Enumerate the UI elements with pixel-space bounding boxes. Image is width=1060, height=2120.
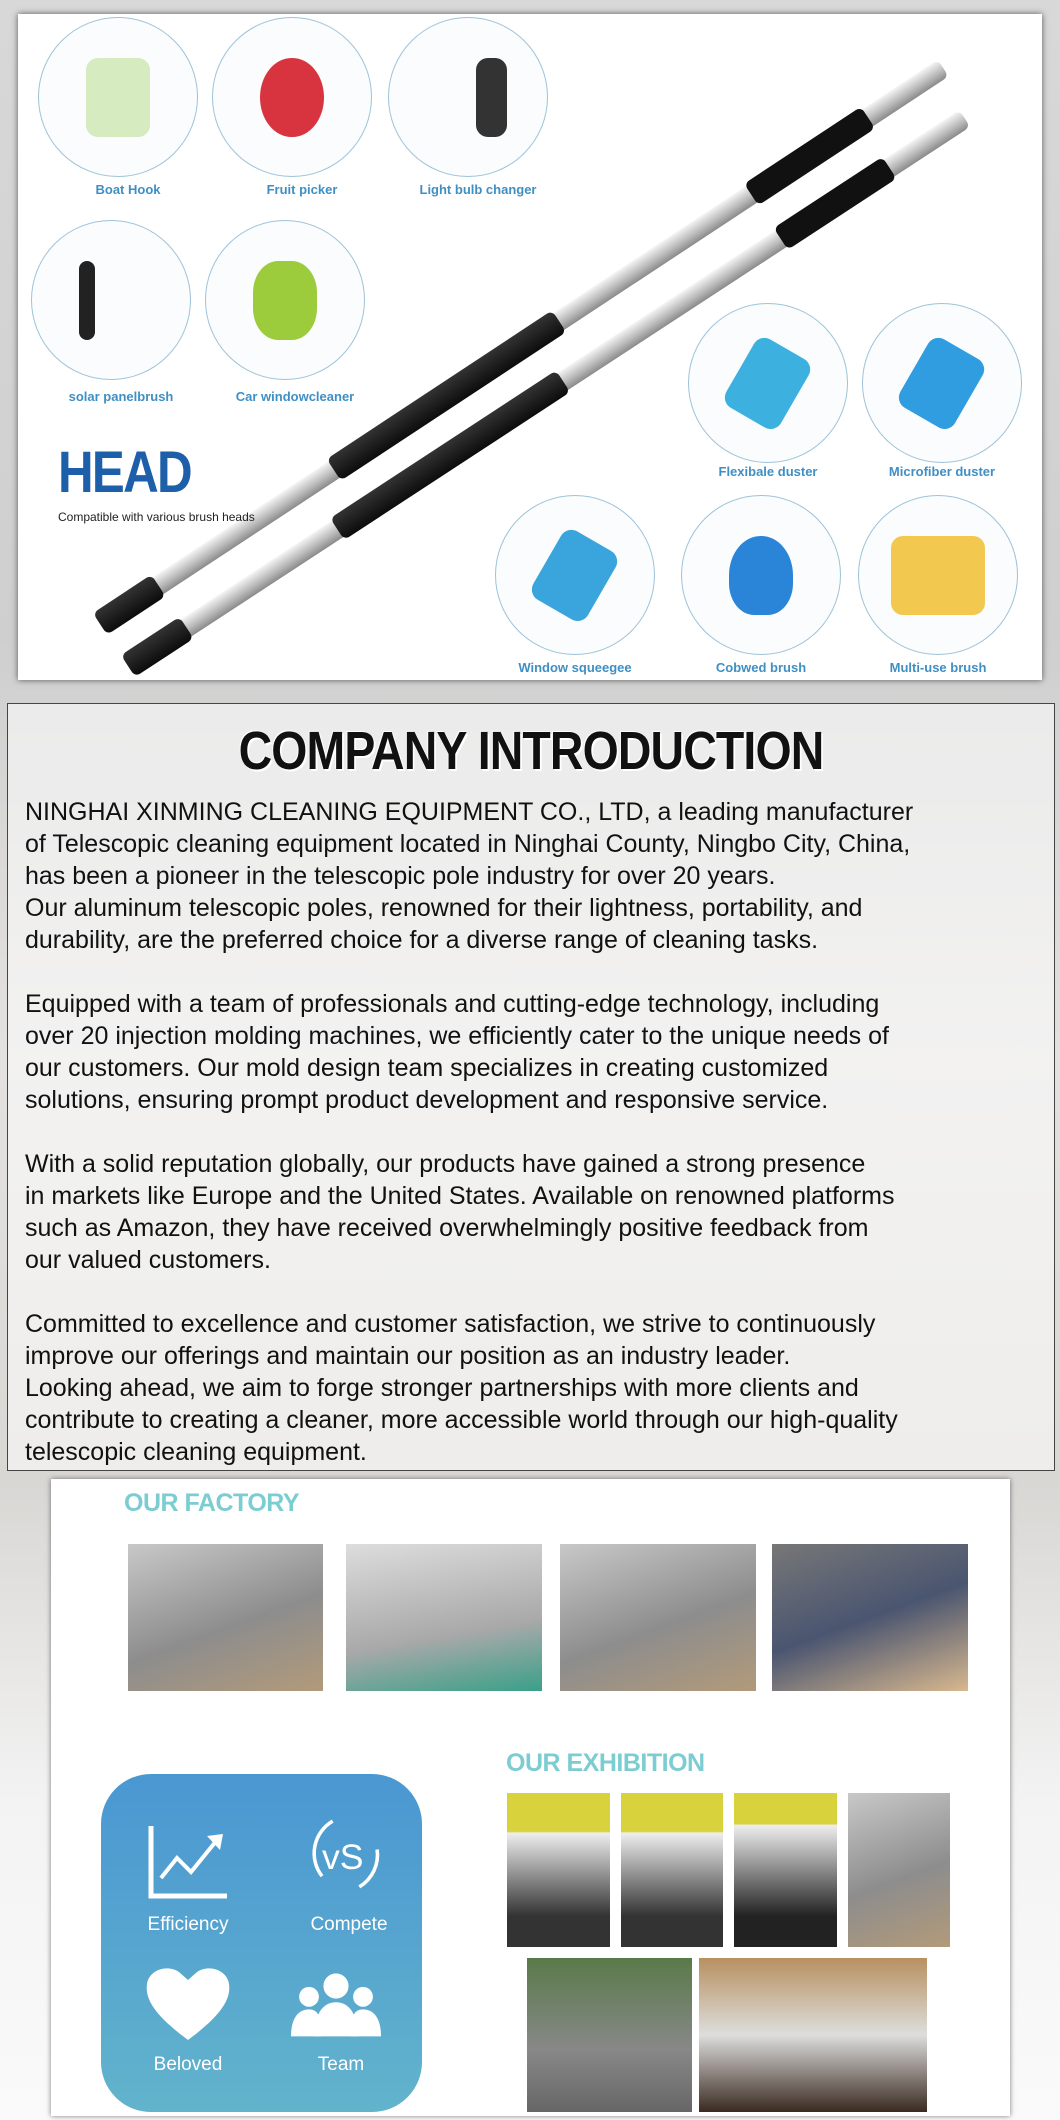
factory-photo [560,1544,756,1691]
head-title: HEAD [58,440,191,505]
value-label: Team [317,2054,365,2075]
team-icon [291,1964,381,2044]
head-label: Car windowcleaner [235,389,355,404]
svg-text:vS: vS [322,1837,364,1878]
boat-hook-image [38,17,198,177]
solar-panel-brush-image [31,220,191,380]
light-bulb-changer-image [388,17,548,177]
exhibition-photo [734,1793,837,1947]
intro-body: NINGHAI XINMING CLEANING EQUIPMENT CO., LTD, a leading manufacturer of Telescopic cleaning equipment located in Ninghai County, Ningbo City, China, has been a pioneer in the telescopic pole industry for over 20 years. Our aluminum telescopic poles, renowned for their lightness, portability, and durability, are the preferred choice for a diverse range of cleaning tasks. Equipped with a team of professionals and cutting-edge technology, including over 20 injection molding machines, we efficiently cater to the unique needs of our customers. Our mold design team specializes in creating customized solutions, ensuring prompt product development and responsive service. With a solid reputation globally, our products have gained a strong presence in markets like Europe and the United States. Available on renowned platforms such as Amazon, they have received overwhelmingly positive feedback from our valued customers. Committed to excellence and customer satisfaction, we strive to continuously improve our offerings and maintain our position as an industry leader. Looking ahead, we aim to forge stronger partnerships with more clients and contribute to creating a cleaner, more accessible world through our high-quality telescopic cleaning equipment. [25,798,914,1466]
head-label: Light bulb changer [419,182,537,197]
factory-photo [346,1544,542,1691]
head-label: Flexibale duster [718,464,818,479]
head-label: Boat Hook [95,182,161,197]
value-label: Compete [310,1914,388,1935]
cobweb-brush-image [681,495,841,655]
window-squeegee-image [495,495,655,655]
heart-icon [143,1964,233,2044]
exhibition-photo [507,1793,610,1947]
value-label: Efficiency [147,1914,229,1935]
values-card [101,1774,422,2112]
car-window-cleaner-image [205,220,365,380]
team-dinner-photo [699,1958,927,2112]
vs-icon [301,1814,391,1894]
fruit-picker-image [212,17,372,177]
microfiber-duster-image [862,303,1022,463]
exhibition-photo [621,1793,723,1947]
head-label: Fruit picker [266,182,338,197]
team-photo [527,1958,692,2112]
head-label: Window squeegee [518,660,632,675]
factory-photo [128,1544,323,1691]
factory-exhibition-panel [51,1479,1010,2116]
multi-use-brush-image [858,495,1018,655]
head-label: Multi-use brush [889,660,987,675]
company-introduction [7,703,1055,1471]
value-label: Beloved [153,2054,223,2075]
head-subtitle: Compatible with various brush heads [58,510,255,524]
chart-up-icon [143,1822,233,1902]
intro-title: COMPANY INTRODUCTION [238,721,824,781]
head-label: Microfiber duster [888,464,996,479]
exhibition-title: OUR EXHIBITION [506,1749,705,1777]
head-label: solar panelbrush [68,389,174,404]
factory-photo [772,1544,968,1691]
head-label: Cobwed brush [715,660,807,675]
flexible-duster-image [688,303,848,463]
exhibition-photo [848,1793,950,1947]
brush-heads-panel [18,14,1042,680]
factory-title: OUR FACTORY [124,1489,300,1517]
